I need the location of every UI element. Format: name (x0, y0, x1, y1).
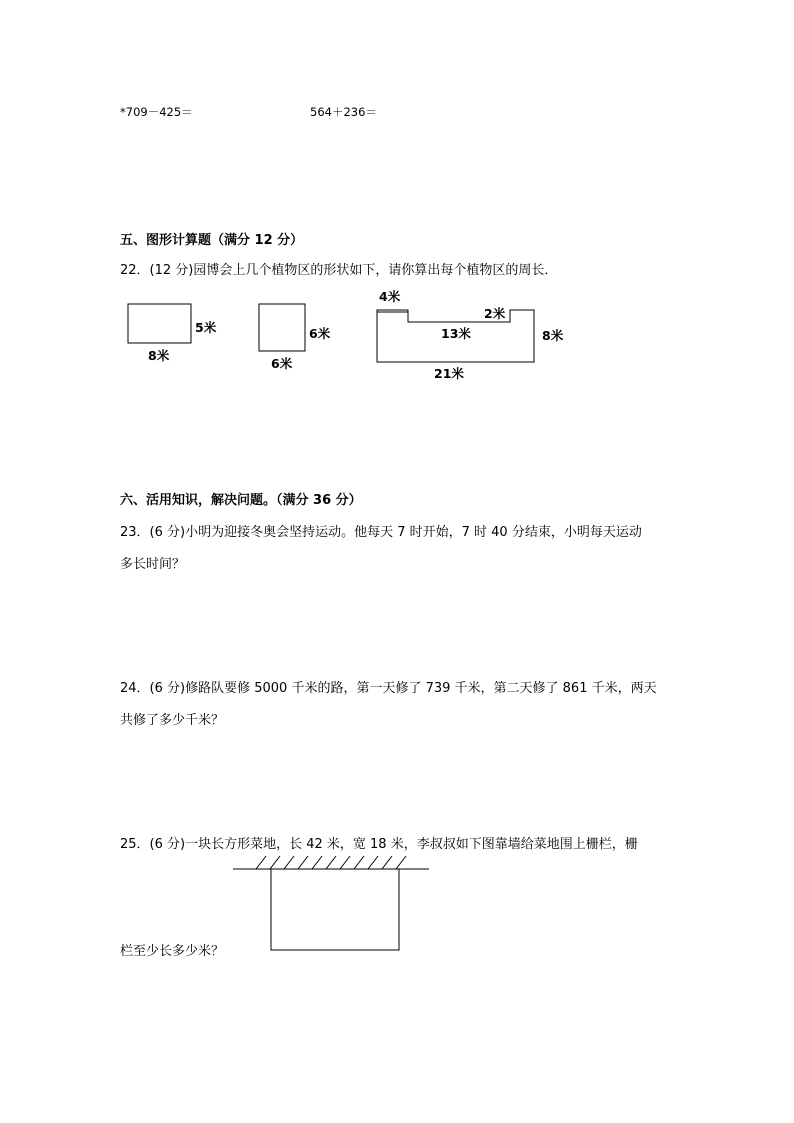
question-25-line-2: 栏至少长多少米？ (120, 944, 225, 959)
question-22: 22．(12 分)园博会上几个植物区的形状如下，请你算出每个植物区的周长． (120, 263, 558, 278)
fig1-bottom-label: 8米 (148, 348, 170, 363)
fig2-bottom-label: 6米 (271, 356, 293, 371)
fig2-side-label: 6米 (309, 326, 331, 341)
fig3-bottom-label: 21米 (434, 366, 464, 381)
section-title-6: 六、活用知识，解决问题。（满分 36 分） (120, 493, 362, 508)
wall-hatching (256, 856, 406, 869)
square-6x6 (259, 304, 305, 351)
fig3-inner-label: 13米 (441, 326, 471, 341)
fig3-top-left-label: 4米 (379, 289, 401, 304)
question-25-line-1: 25．(6 分)一块长方形菜地，长 42 米，宽 18 米，李叔叔如下图靠墙给菜地围上栅栏，栅 (120, 837, 638, 852)
fig3-side-label: 8米 (542, 328, 564, 343)
question-23-line-2: 多长时间？ (120, 557, 186, 572)
calc-expression-2: 564＋236＝ (310, 105, 377, 119)
question-24-line-2: 共修了多少千米？ (120, 713, 225, 728)
question-23-line-1: 23．(6 分)小明为迎接冬奥会坚持运动。他每天 7 时开始，7 时 40 分结束，小明每天运动 (120, 525, 642, 540)
fig1-side-label: 5米 (195, 320, 217, 335)
fig3-notch-label: 2米 (484, 306, 506, 321)
vegetable-plot-rectangle (271, 869, 399, 950)
section-title-5: 五、图形计算题（满分 12 分） (120, 233, 304, 248)
rectangle-8x5 (128, 304, 191, 343)
calc-expression-1: *709－425＝ (120, 105, 193, 119)
question-24-line-1: 24．(6 分)修路队要修 5000 千米的路，第一天修了 739 千米，第二天修了 861 千米，两天 (120, 681, 657, 696)
